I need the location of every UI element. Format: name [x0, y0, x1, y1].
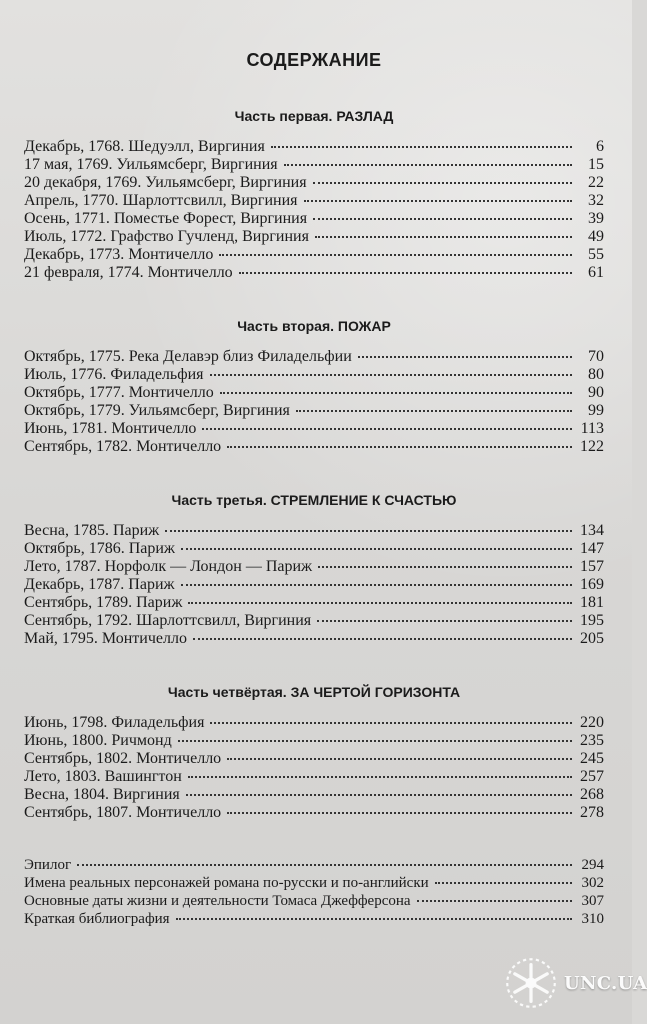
watermark-text: UNC.UA: [564, 972, 647, 994]
leader-dots: [186, 794, 572, 796]
page-title: СОДЕРЖАНИЕ: [246, 50, 382, 70]
entry-page: 181: [580, 594, 604, 611]
entry-page: 169: [580, 576, 604, 593]
entry-label: Лето, 1787. Норфолк — Лондон — Париж: [24, 558, 313, 575]
leader-dots: [227, 446, 572, 448]
leader-dots: [315, 236, 572, 238]
entry-page: 310: [581, 911, 604, 927]
leader-dots: [318, 566, 572, 568]
toc-entry: [24, 612, 604, 630]
section-part-4: [24, 682, 604, 822]
entry-label: Декабрь, 1773. Монтичелло: [24, 246, 214, 263]
leader-dots: [181, 584, 572, 586]
toc-entry: [24, 804, 604, 822]
toc-entry: [24, 874, 604, 892]
entry-page: 32: [588, 192, 604, 209]
toc-entry: [24, 156, 604, 174]
entry-page: 15: [588, 156, 604, 173]
toc-entry: [24, 264, 604, 282]
entry-label: Июнь, 1800. Ричмонд: [24, 732, 172, 749]
table-of-contents: [24, 48, 604, 928]
entry-page: 113: [580, 420, 604, 437]
leader-dots: [227, 812, 572, 814]
leader-dots: [227, 758, 572, 760]
toc-entry: [24, 630, 604, 648]
entry-page: 6: [596, 138, 604, 155]
entry-label: Сентябрь, 1802. Монтичелло: [24, 750, 222, 767]
snowflake-logo-icon: [504, 956, 558, 1010]
entry-page: 122: [580, 438, 604, 455]
entry-page: 235: [580, 732, 604, 749]
section-title: Часть первая. РАЗЛАД: [234, 108, 394, 124]
entry-label: Основные даты жизни и деятельности Томаса Джефферсона: [24, 893, 411, 909]
entry-page: 278: [580, 804, 604, 821]
toc-entry: [24, 348, 604, 366]
section-title: Часть четвёртая. ЗА ЧЕРТОЙ ГОРИЗОНТА: [167, 684, 461, 700]
section-part-1: [24, 106, 604, 282]
section-entries: [24, 348, 604, 456]
entry-page: 245: [580, 750, 604, 767]
toc-entry: [24, 174, 604, 192]
toc-entry: [24, 246, 604, 264]
entry-label: Лето, 1803. Вашингтон: [24, 768, 182, 785]
section-part-3: [24, 490, 604, 648]
leader-dots: [313, 218, 572, 220]
toc-entry: [24, 210, 604, 228]
entry-label: Июль, 1772. Графство Гучленд, Виргиния: [24, 228, 309, 245]
leader-dots: [219, 254, 572, 256]
leader-dots: [178, 740, 572, 742]
entry-label: Весна, 1785. Париж: [24, 522, 160, 539]
entry-label: Сентябрь, 1807. Монтичелло: [24, 804, 222, 821]
leader-dots: [239, 272, 572, 274]
leader-dots: [313, 182, 572, 184]
entry-page: 157: [580, 558, 604, 575]
toc-entry: [24, 856, 604, 874]
entry-label: Октябрь, 1775. Река Делавэр близ Филадельфии: [24, 348, 352, 365]
entry-page: 307: [581, 893, 604, 909]
appendix-list: [24, 856, 604, 928]
entry-label: 21 февраля, 1774. Монтичелло: [24, 264, 233, 281]
appendix-entries: [24, 856, 604, 928]
toc-entry: [24, 786, 604, 804]
leader-dots: [165, 530, 572, 532]
toc-entry: [24, 558, 604, 576]
leader-dots: [220, 392, 572, 394]
entry-page: 294: [581, 857, 604, 873]
toc-entry: [24, 576, 604, 594]
leader-dots: [176, 918, 572, 920]
toc-entry: [24, 768, 604, 786]
entry-page: 134: [580, 522, 604, 539]
entry-page: 257: [580, 768, 604, 785]
leader-dots: [188, 776, 572, 778]
toc-entry: [24, 732, 604, 750]
toc-entry: [24, 540, 604, 558]
toc-entry: [24, 384, 604, 402]
entry-page: 302: [581, 875, 604, 891]
entry-label: Сентябрь, 1792. Шарлоттсвилл, Виргиния: [24, 612, 312, 629]
toc-entry: [24, 192, 604, 210]
entry-page: 39: [588, 210, 604, 227]
toc-entry: [24, 750, 604, 768]
section-entries: [24, 522, 604, 648]
entry-label: Октябрь, 1786. Париж: [24, 540, 175, 557]
entry-label: Октябрь, 1779. Уильямсберг, Виргиния: [24, 402, 290, 419]
entry-page: 99: [588, 402, 604, 419]
toc-entry: [24, 910, 604, 928]
entry-label: Сентябрь, 1789. Париж: [24, 594, 183, 611]
entry-label: Краткая библиография: [24, 911, 170, 927]
watermark: [504, 954, 647, 1012]
entry-label: Имена реальных персонажей романа по-русски и по-английски: [24, 875, 429, 891]
leader-dots: [210, 722, 572, 724]
entry-page: 90: [588, 384, 604, 401]
entry-page: 55: [588, 246, 604, 263]
toc-entry: [24, 366, 604, 384]
leader-dots: [193, 638, 572, 640]
leader-dots: [181, 548, 572, 550]
leader-dots: [271, 146, 572, 148]
leader-dots: [188, 602, 572, 604]
entry-page: 220: [580, 714, 604, 731]
entry-page: 195: [580, 612, 604, 629]
leader-dots: [304, 200, 572, 202]
leader-dots: [358, 356, 572, 358]
entry-label: Июль, 1776. Филадельфия: [24, 366, 204, 383]
entry-page: 22: [588, 174, 604, 191]
entry-page: 147: [580, 540, 604, 557]
entry-label: Декабрь, 1768. Шедуэлл, Виргиния: [24, 138, 265, 155]
entry-label: Весна, 1804. Виргиния: [24, 786, 180, 803]
entry-label: 20 декабря, 1769. Уильямсберг, Виргиния: [24, 174, 307, 191]
toc-entry: [24, 228, 604, 246]
entry-label: Май, 1795. Монтичелло: [24, 630, 187, 647]
entry-label: Июнь, 1781. Монтичелло: [24, 420, 197, 437]
entry-page: 49: [588, 228, 604, 245]
entry-label: Эпилог: [24, 857, 72, 873]
leader-dots: [435, 882, 572, 884]
toc-entry: [24, 420, 604, 438]
entry-label: Декабрь, 1787. Париж: [24, 576, 175, 593]
entry-label: 17 мая, 1769. Уильямсберг, Виргиния: [24, 156, 278, 173]
entry-page: 205: [580, 630, 604, 647]
leader-dots: [77, 864, 572, 866]
entry-label: Июнь, 1798. Филадельфия: [24, 714, 205, 731]
entry-page: 80: [588, 366, 604, 383]
toc-entry: [24, 892, 604, 910]
toc-entry: [24, 138, 604, 156]
toc-entry: [24, 402, 604, 420]
entry-label: Апрель, 1770. Шарлоттсвилл, Виргиния: [24, 192, 298, 209]
section-entries: [24, 138, 604, 282]
section-part-2: [24, 316, 604, 456]
entry-label: Октябрь, 1777. Монтичелло: [24, 384, 214, 401]
entry-page: 61: [588, 264, 604, 281]
section-title: Часть третья. СТРЕМЛЕНИЕ К СЧАСТЬЮ: [171, 492, 457, 508]
entry-label: Осень, 1771. Поместье Форест, Виргиния: [24, 210, 308, 227]
leader-dots: [417, 900, 572, 902]
leader-dots: [317, 620, 572, 622]
entry-page: 70: [588, 348, 604, 365]
section-title: Часть вторая. ПОЖАР: [237, 318, 391, 334]
entry-label: Сентябрь, 1782. Монтичелло: [24, 438, 222, 455]
leader-dots: [296, 410, 572, 412]
toc-entry: [24, 522, 604, 540]
toc-entry: [24, 438, 604, 456]
entry-page: 268: [580, 786, 604, 803]
leader-dots: [202, 428, 572, 430]
toc-entry: [24, 714, 604, 732]
leader-dots: [210, 374, 573, 376]
section-entries: [24, 714, 604, 822]
leader-dots: [284, 164, 572, 166]
toc-entry: [24, 594, 604, 612]
